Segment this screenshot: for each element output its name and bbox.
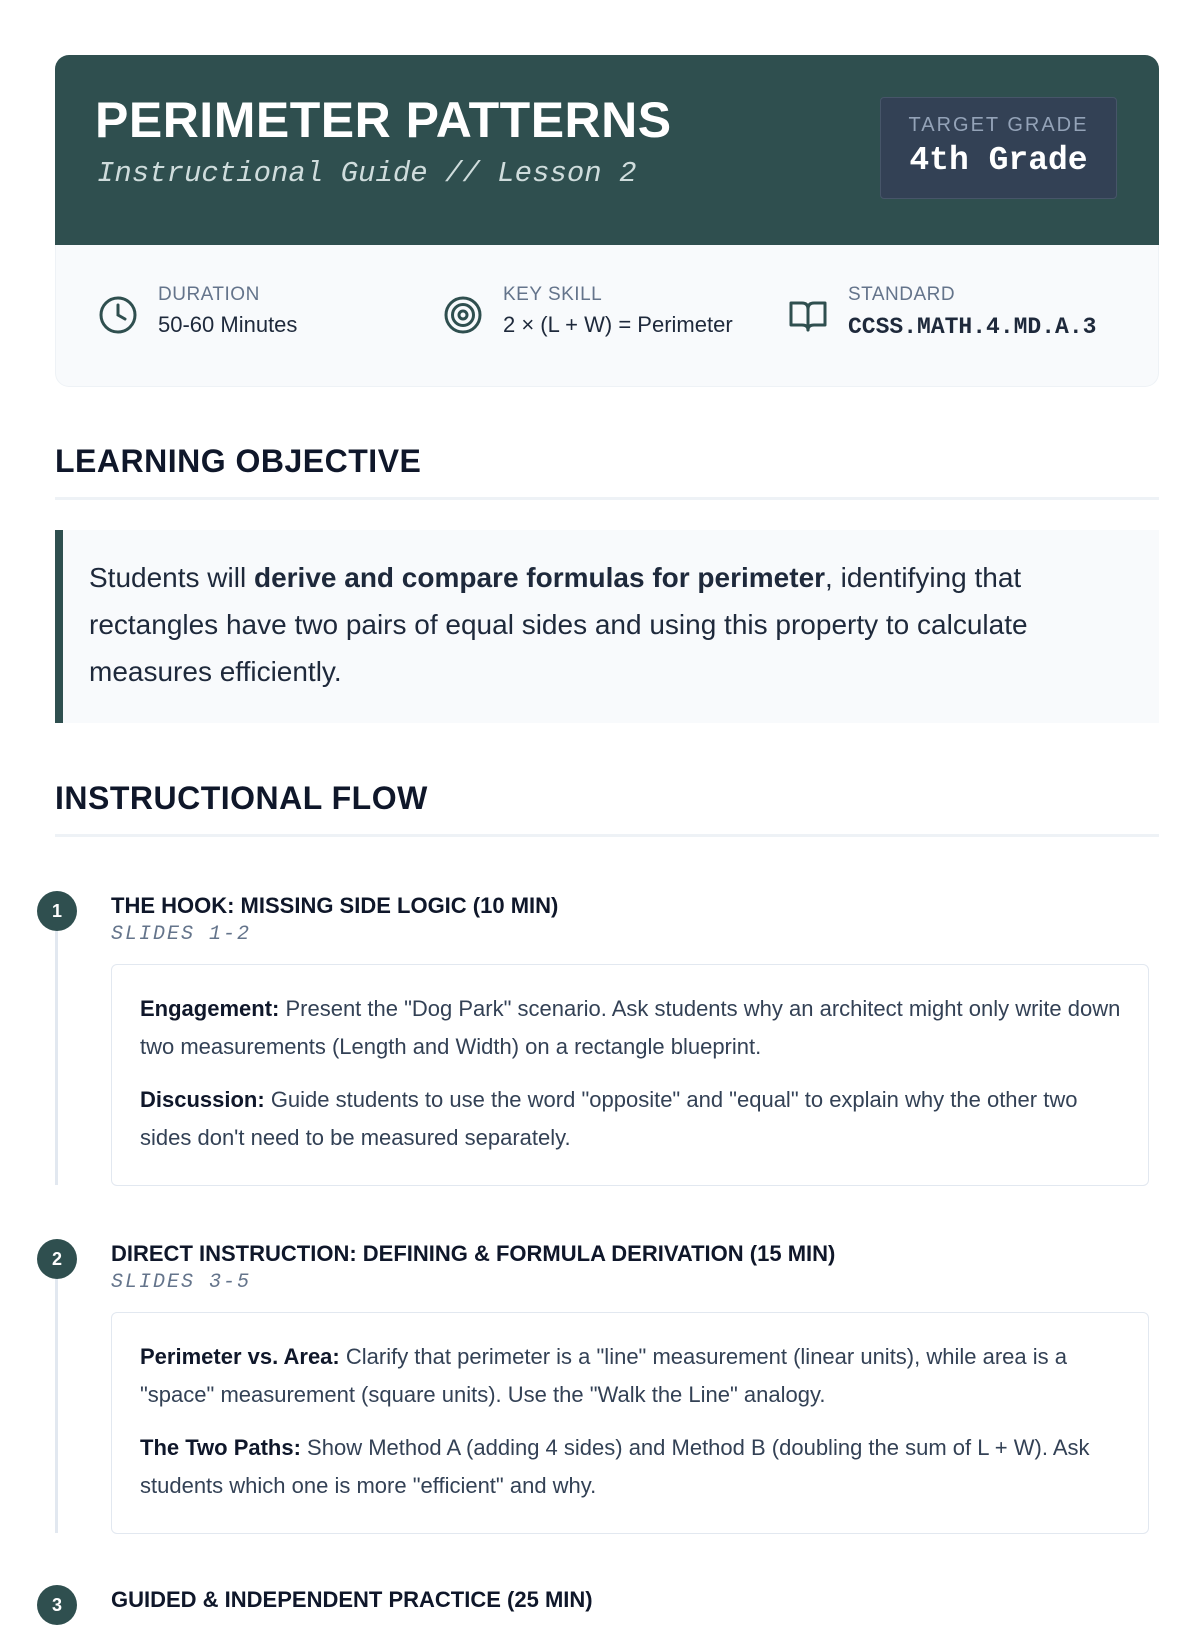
- lesson-meta-bar: [55, 245, 1159, 387]
- step-card: [111, 1312, 1149, 1534]
- target-grade-box: [880, 97, 1117, 199]
- step-item-label: Discussion:: [140, 1087, 265, 1112]
- objective-text-emphasis: derive and compare formulas for perimeter: [253, 562, 826, 593]
- page-title: PERIMETER PATTERNS: [95, 92, 672, 148]
- step-number-badge: 1: [37, 891, 77, 931]
- step-item: [140, 1429, 1125, 1505]
- target-grade-label: TARGET GRADE: [908, 114, 1089, 136]
- timeline-line: [55, 930, 58, 1185]
- step-number-badge: 2: [37, 1239, 77, 1279]
- book-icon: [788, 295, 828, 335]
- standard-label: STANDARD: [848, 284, 956, 305]
- step-item-label: Engagement:: [140, 996, 280, 1021]
- step-item: [140, 990, 1125, 1066]
- step-item-text: Show Method A (adding 4 sides) and Method B (doubling the sum of L + W). Ask students which one is more "efficient" and why.: [140, 1435, 1090, 1498]
- duration-label: DURATION: [158, 284, 260, 305]
- step-item: [140, 1081, 1125, 1157]
- step-number-badge: 3: [37, 1585, 77, 1625]
- step-slides: SLIDES 3-5: [111, 1271, 252, 1294]
- objective-callout: [55, 530, 1159, 723]
- step-item-text: Clarify that perimeter is a "line" measurement (linear units), while area is a "space" measurement (square units). Use the "Walk the Line" analogy.: [140, 1344, 1067, 1407]
- duration-value: 50-60 Minutes: [158, 312, 298, 337]
- step-item-label: The Two Paths:: [140, 1435, 301, 1460]
- lesson-header: [55, 55, 1159, 245]
- step-title: DIRECT INSTRUCTION: DEFINING & FORMULA DERIVATION (15 MIN): [111, 1241, 836, 1266]
- step-title: GUIDED & INDEPENDENT PRACTICE (25 MIN): [111, 1587, 593, 1612]
- step-item-text: Guide students to use the word "opposite" and "equal" to explain why the other two sides don't need to be measured separately.: [140, 1087, 1078, 1150]
- instructional-flow-heading: INSTRUCTIONAL FLOW: [55, 780, 428, 816]
- step-item-text: Present the "Dog Park" scenario. Ask students why an architect might only write down two measurements (Length and Width) on a rectangle blueprint.: [140, 996, 1121, 1059]
- timeline-line: [55, 1278, 58, 1533]
- step-item: [140, 1338, 1125, 1414]
- step-slides: SLIDES 1-2: [111, 923, 252, 946]
- section-divider: [55, 834, 1159, 837]
- key-skill-label: KEY SKILL: [503, 284, 603, 305]
- section-divider: [55, 497, 1159, 500]
- standard-value: CCSS.MATH.4.MD.A.3: [848, 314, 1097, 340]
- step-title: THE HOOK: MISSING SIDE LOGIC (10 MIN): [111, 893, 559, 918]
- clock-icon: [98, 295, 138, 335]
- objective-text-suffix: , identifying that rectangles have two pairs of equal sides and using this property to calculate measures efficiently.: [89, 562, 1028, 687]
- objective-text-prefix: Students will: [89, 562, 254, 593]
- target-icon: [443, 295, 483, 335]
- learning-objective-heading: LEARNING OBJECTIVE: [55, 443, 422, 479]
- step-item-label: Perimeter vs. Area:: [140, 1344, 340, 1369]
- target-grade-value: 4th Grade: [909, 142, 1088, 179]
- key-skill-value: 2 × (L + W) = Perimeter: [503, 312, 733, 337]
- objective-text: [89, 554, 1144, 695]
- page-subtitle: Instructional Guide // Lesson 2: [97, 157, 637, 190]
- step-card: [111, 964, 1149, 1186]
